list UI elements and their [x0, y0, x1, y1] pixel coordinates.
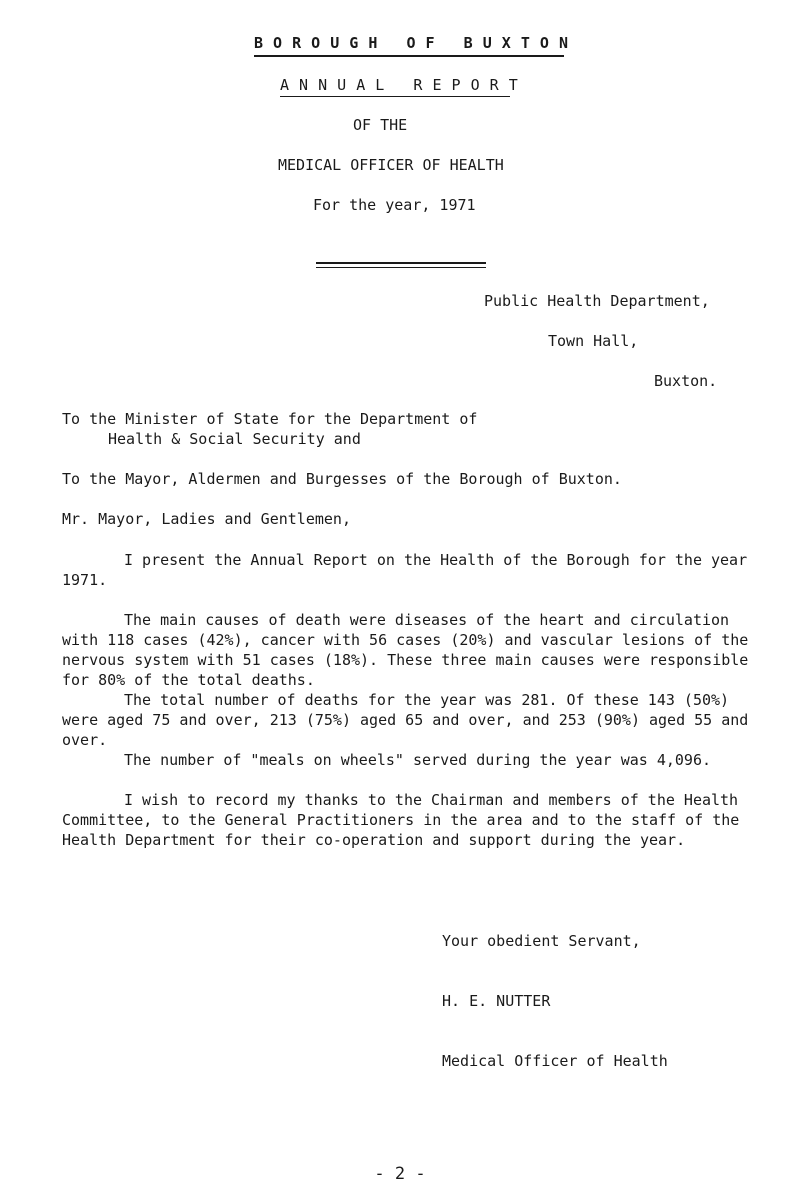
- borough-title: B O R O U G H O F B U X T O N: [254, 34, 569, 52]
- paragraph-meals-on-wheels: The number of "meals on wheels" served during the year was 4,096.: [124, 751, 711, 769]
- paragraph-total-deaths: The total number of deaths for the year was 281. Of these 143 (50%) were aged 75 and over, 213 (75%) aged 65 and over, and 253 (90%) aged 55 and over.: [62, 691, 749, 749]
- header-divider: [316, 262, 486, 264]
- paragraph-thanks: I wish to record my thanks to the Chairman and members of the Health Committee, to the General Practitioners in the area and to the staff of the Health Department for their co-operation and support during the year.: [62, 791, 740, 849]
- year-line: For the year, 1971: [313, 196, 476, 214]
- borough-title-underline: [254, 55, 564, 57]
- page-number: - 2 -: [374, 1164, 426, 1184]
- signature-title: Medical Officer of Health: [442, 1052, 668, 1070]
- report-title-underline: [280, 96, 510, 97]
- paragraph-intro: I present the Annual Report on the Health of the Borough for the year 1971.: [62, 551, 748, 589]
- signature-closing: Your obedient Servant,: [442, 932, 641, 950]
- of-the-line: OF THE: [353, 116, 408, 134]
- recipient-mayor: To the Mayor, Aldermen and Burgesses of the Borough of Buxton.: [62, 470, 622, 488]
- salutation: Mr. Mayor, Ladies and Gentlemen,: [62, 510, 351, 528]
- signature-name: H. E. NUTTER: [442, 992, 551, 1010]
- header-divider-2: [316, 267, 486, 268]
- report-title: A N N U A L R E P O R T: [280, 76, 519, 94]
- recipient-minister-line-2: Health & Social Security and: [108, 430, 361, 448]
- address-line-2: Town Hall,: [548, 332, 639, 350]
- address-line-3: Buxton.: [654, 372, 718, 390]
- recipient-minister-line-1: To the Minister of State for the Department of: [62, 410, 478, 428]
- paragraph-causes-of-death: The main causes of death were diseases of the heart and circulation with 118 cases (42%), cancer with 56 cases (20%) and vascular lesions of the nervous system with 51 cases (18%). These three main causes were responsible for 80% of the total deaths.: [62, 611, 749, 689]
- officer-line: MEDICAL OFFICER OF HEALTH: [278, 156, 504, 174]
- address-line-1: Public Health Department,: [484, 292, 710, 310]
